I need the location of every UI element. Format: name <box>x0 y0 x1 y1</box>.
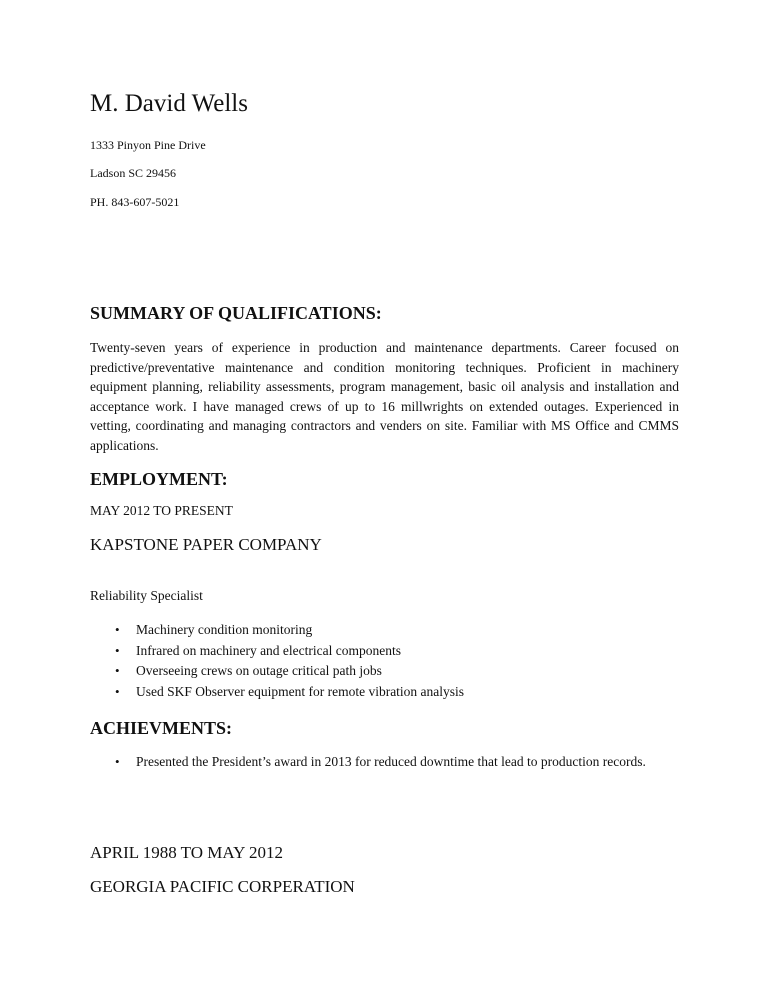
list-item <box>90 752 670 772</box>
bullet-icon: • <box>115 663 120 678</box>
duty-text: Infrared on machinery and electrical components <box>136 642 402 658</box>
duty-text: Used SKF Observer equipment for remote vibration analysis <box>136 683 465 699</box>
list-item <box>90 682 690 703</box>
job1-dates: MAY 2012 TO PRESENT <box>90 503 233 518</box>
summary-heading: SUMMARY OF QUALIFICATIONS: <box>90 303 382 323</box>
achievement-text: Presented the President’s award in 2013 for reduced downtime that lead to production records. <box>136 754 646 769</box>
bullet-icon: • <box>115 754 120 769</box>
bullet-icon: • <box>115 642 120 658</box>
candidate-name: M. David Wells <box>90 90 248 117</box>
duty-text: Overseeing crews on outage critical path jobs <box>136 663 382 678</box>
duty-text: Machinery condition monitoring <box>136 622 313 637</box>
bullet-icon: • <box>115 622 120 637</box>
phone-number: PH. 843-607-5021 <box>90 195 180 209</box>
bullet-icon: • <box>115 683 120 699</box>
job1-duties-list <box>90 620 690 702</box>
achievements-heading: ACHIEVMENTS: <box>90 718 233 738</box>
list-item <box>90 661 690 682</box>
job2-dates: APRIL 1988 TO MAY 2012 <box>90 843 284 862</box>
address-line-2: Ladson SC 29456 <box>90 166 177 180</box>
employment-heading: EMPLOYMENT: <box>90 469 228 489</box>
achievements-list <box>90 752 670 772</box>
list-item <box>90 620 690 641</box>
job1-title: Reliability Specialist <box>90 588 203 603</box>
list-item <box>90 641 690 662</box>
job2-company: GEORGIA PACIFIC CORPERATION <box>90 877 355 896</box>
address-line-1: 1333 Pinyon Pine Drive <box>90 138 206 152</box>
job1-company: KAPSTONE PAPER COMPANY <box>90 535 322 554</box>
summary-paragraph: Twenty-seven years of experience in production and maintenance departments. Career focused on predictive/preventative maintenance and condition monitoring techniques. Proficient in machinery equipment planning, reliability assessments, program management, basic oil analysis and installation and acceptance work. I have managed crews of up to 16 millwrights on extended outages. Experienced in vetting, coordinating and managing contractors and venders on site. Familiar with MS Office and CMMS applications. <box>90 340 679 453</box>
